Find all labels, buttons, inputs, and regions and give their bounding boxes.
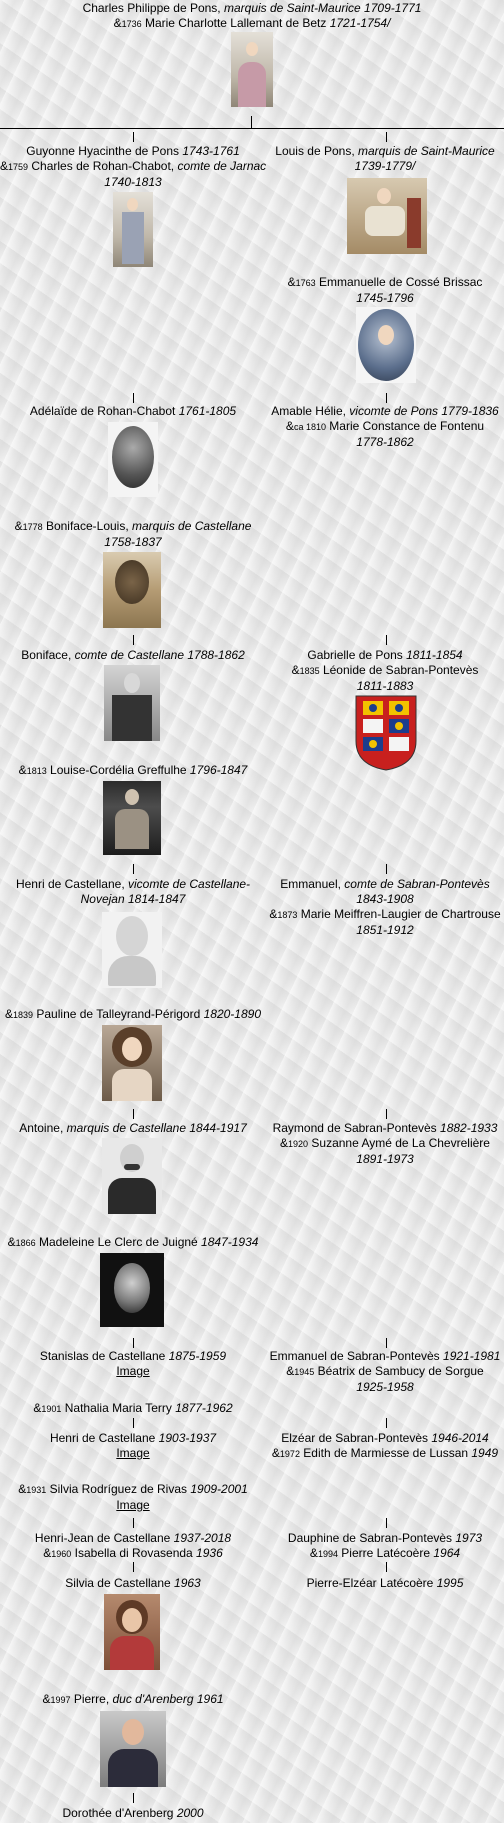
person-elzear: Elzéar de Sabran-Pontevès 1946-2014 &1972 Edith de Marmiesse de Lussan 1949 [271, 1431, 499, 1460]
person-louise-cordelia: &1813 Louise-Cordélia Greffulhe 1796-1847 [18, 763, 248, 777]
person-pauline: &1839 Pauline de Talleyrand-Périgord 1820-1890 [5, 1007, 261, 1021]
portrait-image[interactable] [100, 1253, 164, 1327]
person-emmanuel-1921: Emmanuel de Sabran-Pontevès 1921-1981 &1945 Béatrix de Sambucy de Sorgue 1925-1958 [269, 1349, 501, 1394]
person-pierre-arenberg: &1997 Pierre, duc d'Arenberg 1961 [42, 1692, 224, 1706]
image-link[interactable]: Image [116, 1498, 150, 1512]
person-pierre-elzear: Pierre-Elzéar Latécoère 1995 [306, 1576, 464, 1590]
person-guyonne: Guyonne Hyacinthe de Pons 1743-1761 &1759 Charles de Rohan-Chabot, comte de Jarnac 1740-1813 [0, 144, 267, 189]
root-couple: Charles Philippe de Pons, marquis de Saint-Maurice 1709-1771 &1736 Marie Charlotte Lallemant de Betz 1721-1754/ [82, 1, 422, 30]
person-louis-de-pons: Louis de Pons, marquis de Saint-Maurice 1739-1779/ [275, 144, 495, 173]
generation-divider [0, 128, 504, 129]
portrait-image[interactable] [102, 1025, 162, 1101]
portrait-image[interactable] [108, 422, 158, 497]
person-henri-castellane: Henri de Castellane, vicomte de Castellane- Novejan 1814-1847 [15, 877, 251, 906]
person-emmanuel-sabran: Emmanuel, comte de Sabran-Pontevès 1843-1908 &1873 Marie Meiffren-Laugier de Chartrouse 1851-1912 [269, 877, 501, 937]
portrait-image[interactable] [104, 665, 160, 741]
image-link[interactable]: Image [116, 1446, 150, 1460]
person-antoine: Antoine, marquis de Castellane 1844-1917 [19, 1121, 247, 1135]
person-emmanuelle: &1763 Emmanuelle de Cossé Brissac 1745-1796 [287, 275, 483, 305]
portrait-image[interactable] [102, 912, 162, 988]
portrait-image[interactable] [347, 178, 427, 254]
person-adelaide: Adélaïde de Rohan-Chabot 1761-1805 [29, 404, 237, 418]
person-boniface: Boniface, comte de Castellane 1788-1862 [21, 648, 245, 662]
portrait-image[interactable] [356, 307, 416, 383]
portrait-image[interactable] [113, 192, 153, 267]
person-henri-jean: Henri-Jean de Castellane 1937-2018 &1960 Isabella di Rovasenda 1936 [34, 1531, 232, 1560]
portrait-image[interactable] [102, 1138, 162, 1214]
person-amable-helie: Amable Hélie, vicomte de Pons 1779-1836 &ca 1810 Marie Constance de Fontenu 1778-1862 [271, 404, 499, 449]
portrait-image[interactable] [231, 32, 273, 107]
person-henri-1903: Henri de Castellane 1903-1937 Image [49, 1431, 217, 1460]
person-madeleine: &1866 Madeleine Le Clerc de Juigné 1847-1934 [7, 1235, 259, 1249]
person-raymond: Raymond de Sabran-Pontevès 1882-1933 &1920 Suzanne Aymé de La Chevrelière 1891-1973 [272, 1121, 498, 1166]
person-nathalia: &1901 Nathalia Maria Terry 1877-1962 [33, 1401, 233, 1415]
person-boniface-louis: &1778 Boniface-Louis, marquis de Castellane 1758-1837 [14, 519, 252, 549]
image-link[interactable]: Image [116, 1364, 150, 1378]
portrait-image[interactable] [103, 781, 161, 855]
portrait-image[interactable] [104, 1594, 160, 1670]
coat-of-arms-icon[interactable] [355, 695, 417, 771]
person-dorothee: Dorothée d'Arenberg 2000 [62, 1806, 204, 1820]
portrait-image[interactable] [103, 552, 161, 628]
person-silvia-rodriguez: &1931 Silvia Rodríguez de Rivas 1909-2001 Image [18, 1482, 248, 1512]
person-dauphine: Dauphine de Sabran-Pontevès 1973 &1994 Pierre Latécoère 1964 [287, 1531, 483, 1560]
person-silvia-castellane: Silvia de Castellane 1963 [65, 1576, 201, 1590]
person-gabrielle: Gabrielle de Pons 1811-1854 &1835 Léonide de Sabran-Pontevès 1811-1883 [291, 648, 479, 693]
portrait-image[interactable] [100, 1711, 166, 1787]
person-stanislas: Stanislas de Castellane 1875-1959 Image [39, 1349, 227, 1378]
